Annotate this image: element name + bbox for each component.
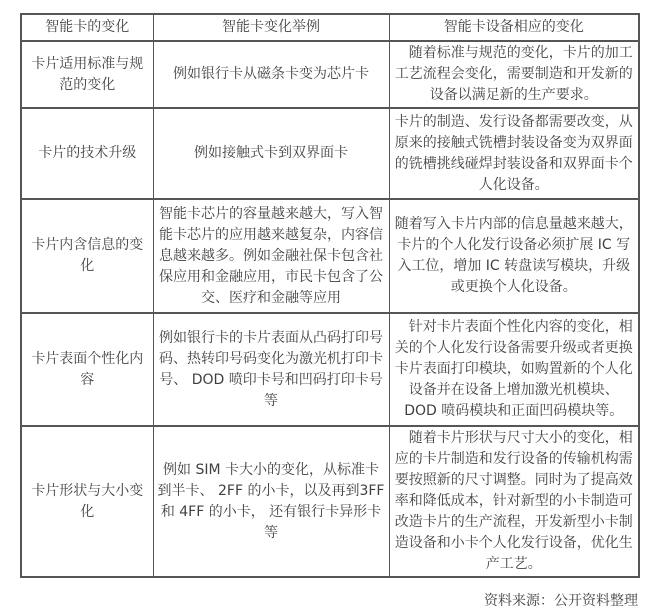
column-header-card-change: 智能卡的变化 <box>21 14 153 41</box>
cell-change-example: 例如接触式卡到双界面卡 <box>153 108 389 199</box>
cell-card-change: 卡片的技术升级 <box>21 108 153 199</box>
cell-change-example: 例如银行卡的卡片表面从凸码打印号码、热转印号码变化为激光机打印卡号、 DOD 喷印卡号和凹码打印卡号等 <box>153 313 389 426</box>
column-header-change-example: 智能卡变化举例 <box>153 14 389 41</box>
table-row <box>21 313 639 426</box>
cell-card-change: 卡片形状与大小变化 <box>21 426 153 577</box>
table-row <box>21 426 639 577</box>
table-header-row <box>21 14 639 41</box>
source-note: 资料来源：公开资料整理 <box>484 593 638 609</box>
cell-card-change: 卡片内含信息的变化 <box>21 199 153 313</box>
cell-change-example: 例如 SIM 卡大小的变化，从标准卡到半卡、 2FF 的小卡，以及再到3FF 和 4FF 的小卡， 还有银行卡异形卡等 <box>153 426 389 577</box>
cell-equipment-change: 随着写入卡片内部的信息量越来越大，卡片的个人化发行设备必须扩展 IC 写入工位，增加 IC 转盘读写模块，升级或更换个人化设备。 <box>389 199 639 313</box>
cell-card-change: 卡片适用标准与规范的变化 <box>21 41 153 108</box>
cell-change-example: 例如银行卡从磁条卡变为芯片卡 <box>153 41 389 108</box>
column-header-equipment-change: 智能卡设备相应的变化 <box>389 14 639 41</box>
cell-equipment-change: 随着标准与规范的变化，卡片的加工工艺流程会变化，需要制造和开发新的设备以满足新的生产要求。 <box>389 41 639 108</box>
cell-equipment-change: 随着卡片形状与尺寸大小的变化，相应的卡片制造和发行设备的传输机构需要按照新的尺寸调整。同时为了提高效率和降低成本，针对新型的小卡制造可改造卡片的生产流程，开发新型小卡制造设备和小卡个人化发行设备，优化生产工艺。 <box>389 426 639 577</box>
cell-change-example: 智能卡芯片的容量越来越大，写入智能卡芯片的应用越来越复杂，内容信息越来越多。例如金融社保卡包含社保应用和金融应用，市民卡包含了公交、医疗和金融等应用 <box>153 199 389 313</box>
cell-equipment-change: 卡片的制造、发行设备都需要改变，从原来的接触式铣槽封装设备变为双界面的铣槽挑线碰焊封装设备和双界面卡个人化设备。 <box>389 108 639 199</box>
cell-card-change: 卡片表面个性化内容 <box>21 313 153 426</box>
table-row <box>21 199 639 313</box>
table-row <box>21 108 639 199</box>
table-row <box>21 41 639 108</box>
smart-card-changes-table <box>20 13 640 578</box>
cell-equipment-change: 针对卡片表面个性化内容的变化，相关的个人化发行设备需要升级或者更换卡片表面打印模块，如购置新的个人化设备并在设备上增加激光机模块、DOD 喷码模块和正面凹码模块等。 <box>389 313 639 426</box>
